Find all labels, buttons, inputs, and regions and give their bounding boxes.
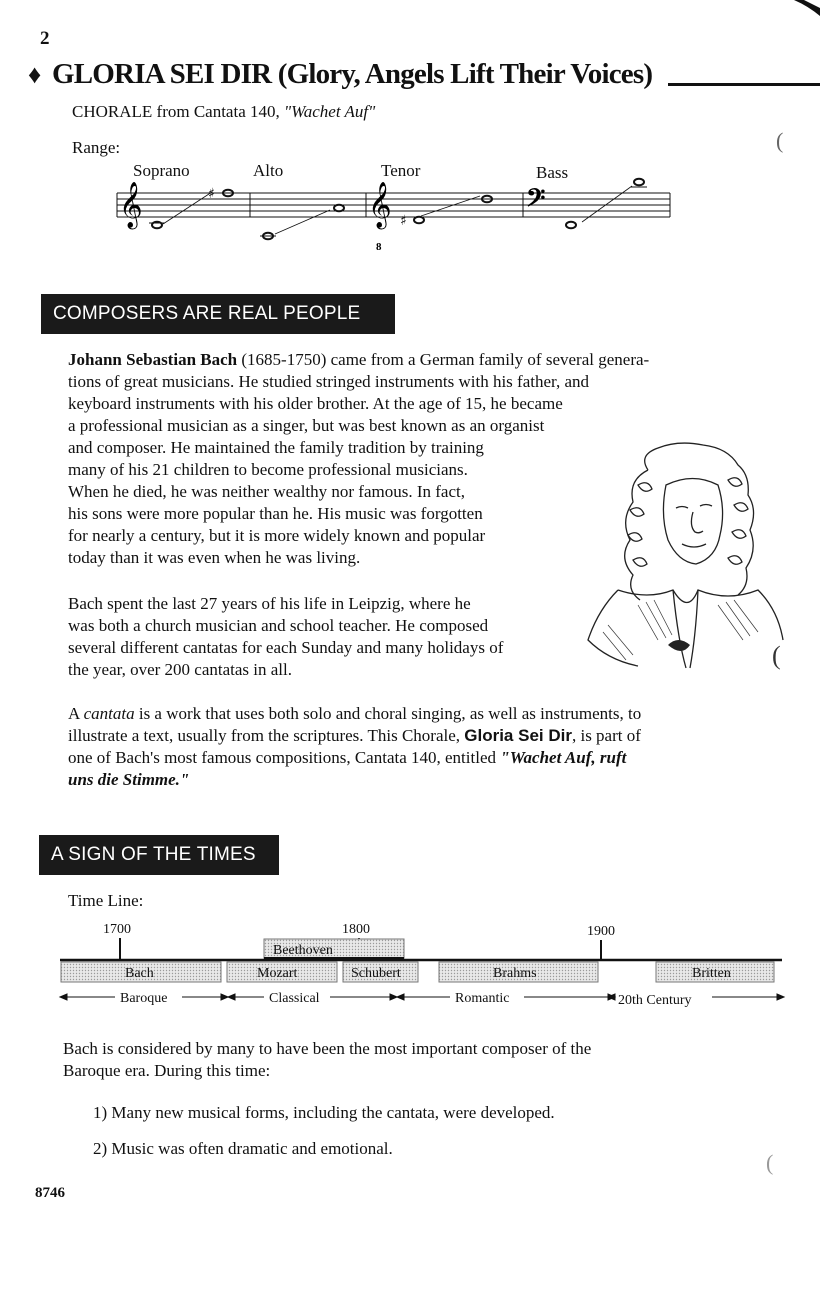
- tenor-octave-mark: 8: [376, 241, 382, 253]
- bio-line: a professional musician as a singer, but was best known as an organist: [68, 416, 545, 435]
- margin-paren: (: [772, 641, 781, 670]
- footer-catalog-number: 8746: [35, 1185, 65, 1201]
- bach-portrait-image: [578, 440, 788, 672]
- subtitle-italic: "Wachet Auf": [284, 102, 376, 121]
- year-1700: 1700: [103, 922, 131, 937]
- page-title: GLORIA SEI DIR (Glory, Angels Lift Their Voices): [52, 58, 653, 90]
- section-heading-times: A SIGN OF THE TIMES: [39, 835, 279, 875]
- composer-britten: Britten: [692, 966, 731, 981]
- margin-paren: (: [766, 1150, 774, 1175]
- composer-bach: Bach: [125, 966, 154, 981]
- composer-schubert: Schubert: [351, 966, 401, 981]
- bio-line: many of his 21 children to become professional musicians.: [68, 460, 468, 479]
- svg-text:♯: ♯: [400, 213, 407, 229]
- subtitle: [72, 102, 375, 122]
- bass-clef-icon: 𝄢: [526, 184, 546, 219]
- voice-label-alto: Alto: [253, 161, 284, 180]
- page-number: 2: [40, 28, 50, 49]
- bio-line: for nearly a century, but it is more widely known and popular: [68, 526, 486, 545]
- section-heading-composers: COMPOSERS ARE REAL PEOPLE: [41, 294, 395, 334]
- term-cantata: cantata: [83, 704, 135, 723]
- baroque-paragraph: Bach is considered by many to have been the most important composer of the Baroque era. During this time:: [63, 1039, 592, 1080]
- era-baroque: Baroque: [120, 991, 168, 1006]
- leipzig-paragraph: Bach spent the last 27 years of his life in Leipzig, where he was both a church musician and school teacher. He composed several different cantatas for each Sunday and many holidays of the year, over 200 cantatas in all.: [68, 594, 504, 679]
- timeline-label: Time Line:: [68, 891, 144, 910]
- bio-line: tions of great musicians. He studied stringed instruments with his father, and: [68, 372, 590, 391]
- composer-beethoven: Beethoven: [273, 943, 333, 958]
- treble-clef-icon: 𝄞: [368, 182, 392, 228]
- chorale-name: Gloria Sei Dir: [464, 726, 572, 745]
- era-20th-century: 20th Century: [618, 993, 692, 1008]
- subtitle-prefix: CHORALE from Cantata 140,: [72, 102, 284, 121]
- bio-line: keyboard instruments with his older brother. At the age of 15, he became: [68, 394, 563, 413]
- composer-name: Johann Sebastian Bach: [68, 350, 238, 369]
- era-romantic: Romantic: [455, 991, 510, 1006]
- year-1800: 1800: [342, 922, 370, 937]
- bio-line: today than it was even when he was living.: [68, 548, 361, 567]
- year-1900: 1900: [587, 924, 615, 939]
- diamond-bullet-icon: ♦: [28, 60, 42, 89]
- composer-brahms: Brahms: [493, 966, 537, 981]
- corner-mark: [790, 0, 820, 20]
- margin-paren: (: [776, 128, 784, 153]
- cantata-title-italic: "Wachet Auf, ruft: [500, 748, 627, 767]
- treble-clef-icon: 𝄞: [119, 182, 143, 228]
- voice-label-soprano: Soprano: [133, 161, 190, 180]
- vocal-range-staff: [0, 160, 820, 260]
- cantata-title-italic-2: uns die Stimme.": [68, 770, 190, 789]
- svg-text:♯: ♯: [208, 186, 215, 202]
- era-classical: Classical: [269, 991, 320, 1006]
- voice-label-bass: Bass: [536, 163, 569, 182]
- cantata-paragraph: A cantata is a work that uses both solo and choral singing, as well as instruments, to illustrate a text, usually from the scriptures. This Chorale, Gloria Sei Dir, is part of one of Bach's most famous compositions, Cantata 140, entitled "Wachet Auf, ruft uns die Stimme.": [68, 704, 642, 789]
- voice-label-tenor: Tenor: [381, 161, 421, 180]
- bio-line: When he died, he was neither wealthy nor famous. In fact,: [68, 482, 465, 501]
- composer-mozart: Mozart: [257, 966, 298, 981]
- bio-line: and composer. He maintained the family tradition by training: [68, 438, 484, 457]
- list-item: 1) Many new musical forms, including the cantata, were developed.: [93, 1103, 555, 1122]
- bio-line: his sons were more popular than he. His music was forgotten: [68, 504, 483, 523]
- list-item: 2) Music was often dramatic and emotional.: [93, 1139, 393, 1158]
- title-rule: [668, 83, 820, 86]
- composer-timeline: [0, 918, 820, 1018]
- bio-line: Johann Sebastian Bach (1685-1750) came from a German family of several genera-: [68, 350, 650, 369]
- range-label: Range:: [72, 138, 121, 157]
- title-row: [28, 58, 820, 98]
